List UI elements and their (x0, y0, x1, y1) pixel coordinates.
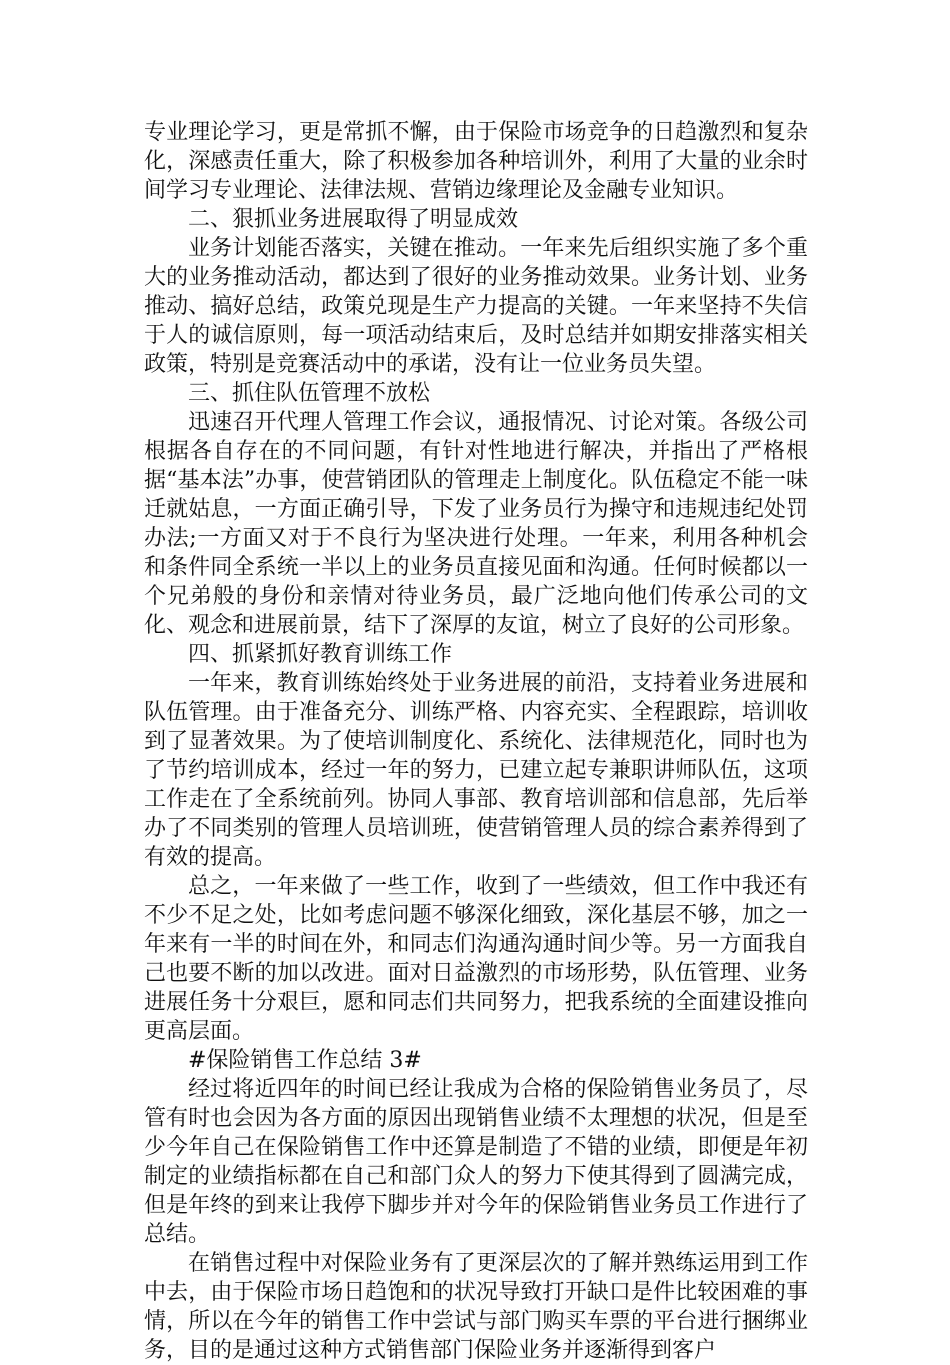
paragraph-team: 迅速召开代理人管理工作会议，通报情况、讨论对策。各级公司根据各自存在的不同问题，有针对性地进行解决，并指出了严格根据“基本法”办事，使营销团队的管理走上制度化。队伍稳定不能一味迁就姑息，一方面正确引导，下发了业务员行为操守和违规违纪处罚办法;一方面又对于不良行为坚决进行处理。一年来，利用各种机会和条件同全系统一半以上的业务员直接见面和沟通。任何时候都以一个兄弟般的身份和亲情对待业务员，最广泛地向他们传承公司的文化、观念和进展前景，结下了深厚的友谊，树立了良好的公司形象。 (144, 410, 808, 638)
paragraph-business: 业务计划能否落实，关键在推动。一年来先后组织实施了多个重大的业务推动活动，都达到了很好的业务推动效果。业务计划、业务推动、搞好总结，政策兑现是生产力提高的关键。一年来坚持不失信于人的诚信原则，每一项活动结束后，及时总结并如期安排落实相关政策，特别是竞赛活动中的承诺，没有让一位业务员失望。 (144, 236, 808, 377)
paragraph-training: 一年来，教育训练始终处于业务进展的前沿，支持着业务进展和队伍管理。由于准备充分、训练严格、内容充实、全程跟踪，培训收到了显著效果。为了使培训制度化、系统化、法律规范化，同时也为了节约培训成本，经过一年的努力，已建立起专兼职讲师队伍，这项工作走在了全系统前列。协同人事部、教育培训部和信息部，先后举办了不同类别的管理人员培训班，使营销管理人员的综合素养得到了有效的提高。 (144, 671, 808, 870)
paragraph-sales-process: 在销售过程中对保险业务有了更深层次的了解并熟练运用到工作中去，由于保险市场日趋饱和的状况导致打开缺口是件比较困难的事情，所以在今年的销售工作中尝试与部门购买车票的平台进行捆绑业务，目的是通过这种方式销售部门保险业务并逐渐得到客户 (144, 1251, 808, 1363)
article-title-3: #保险销售工作总结 3# (188, 1048, 422, 1073)
paragraph-intro: 经过将近四年的时间已经让我成为合格的保险销售业务员了，尽管有时也会因为各方面的原因出现销售业绩不太理想的状况，但是至少今年自己在保险销售工作中还算是制造了不错的业绩，即便是年初制定的业绩指标都在自己和部门众人的努力下使其得到了圆满完成，但是年终的到来让我停下脚步并对今年的保险销售业务员工作进行了总结。 (144, 1077, 808, 1247)
section-heading-4: 四、抓紧抓好教育训练工作 (188, 642, 453, 667)
section-heading-3: 三、抓住队伍管理不放松 (188, 381, 431, 406)
document-body (144, 118, 808, 1365)
section-heading-2: 二、狠抓业务进展取得了明显成效 (188, 207, 519, 232)
paragraph-summary: 总之，一年来做了一些工作，收到了一些绩效，但工作中我还有不少不足之处，比如考虑问题不够深化细致，深化基层不够，加之一年来有一半的时间在外，和同志们沟通沟通时间少等。另一方面我自己也要不断的加以改进。面对日益激烈的市场形势，队伍管理、业务进展任务十分艰巨，愿和同志们共同努力，把我系统的全面建设推向更高层面。 (144, 874, 808, 1044)
paragraph-continuation: 专业理论学习，更是常抓不懈，由于保险市场竞争的日趋激烈和复杂化，深感责任重大，除了积极参加各种培训外，利用了大量的业余时间学习专业理论、法律法规、营销边缘理论及金融专业知识。 (144, 120, 808, 203)
